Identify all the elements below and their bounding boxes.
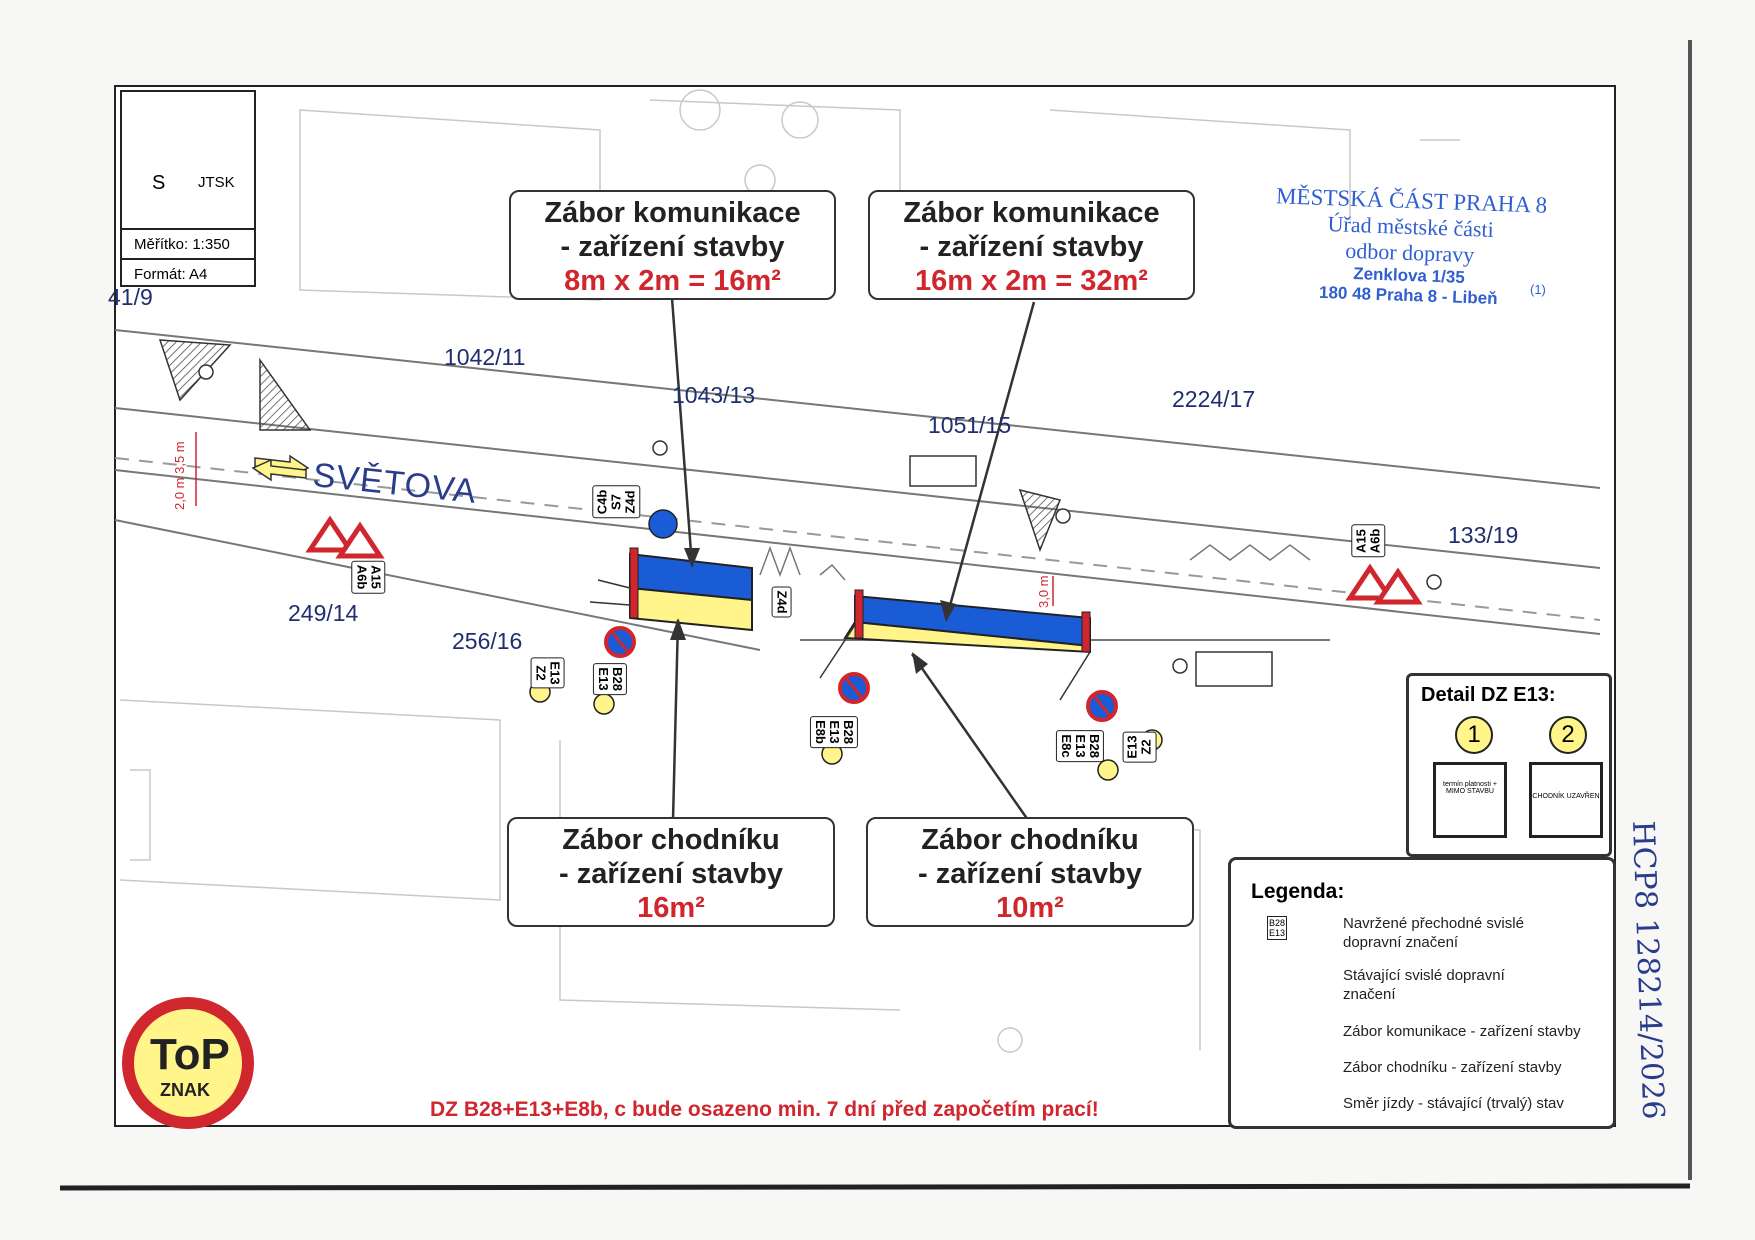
legend-item: Směr jízdy - stávající (trvalý) stav: [1343, 1095, 1564, 1112]
occupation-depth-label: 3,0 m: [1036, 575, 1051, 608]
street-name: SVĚTOVA: [311, 456, 479, 511]
stamp-line-2: Úřad městské části: [1327, 211, 1495, 242]
callout-title: Zábor chodníku: [562, 824, 780, 856]
detail-sign-1: termín platnosti + MIMO STAVBU: [1433, 762, 1507, 838]
parcel-label: 41/9: [108, 284, 153, 310]
callout-road-left: [509, 190, 836, 300]
compass-system: JTSK: [198, 174, 235, 191]
parcel-label: 133/19: [1448, 522, 1519, 548]
callout-subtitle: - zařízení stavby: [560, 231, 785, 263]
sign-tag-b28-center: B28 E13 E8b: [810, 716, 858, 748]
legend-item: Stávající svislé dopravní značení: [1343, 967, 1505, 1003]
detail-number-1: [1455, 716, 1493, 754]
detail-e13-panel: [1406, 673, 1612, 857]
stamp-line-1: MĚSTSKÁ ČÁST PRAHA 8: [1275, 183, 1548, 218]
sign-tag-c4b: C4b S7 Z4d: [592, 486, 640, 519]
parcel-label: 1043/13: [672, 382, 756, 408]
callout-value: 16m²: [637, 892, 705, 924]
callout-subtitle: - zařízení stavby: [919, 231, 1144, 263]
logo-sub: ZNAK: [160, 1080, 210, 1100]
detail-number-1-text: 1: [1467, 721, 1481, 748]
handwritten-reference: HCP8 128214/2026: [1625, 820, 1671, 1120]
callout-sidewalk-right: [866, 817, 1194, 927]
parcel-label: 1051/15: [928, 412, 1012, 438]
callout-value: 16m x 2m = 32m²: [915, 265, 1148, 297]
office-stamp: [1258, 183, 1562, 311]
callout-sidewalk-left: [507, 817, 835, 927]
stamp-line-5: 180 48 Praha 8 - Libeň: [1318, 282, 1498, 309]
callout-subtitle: - zařízení stavby: [558, 858, 784, 890]
sign-tag-e13-left: E13 Z2: [531, 657, 565, 688]
detail-title: Detail DZ E13:: [1421, 684, 1556, 706]
compass-north-letter: S: [152, 172, 166, 194]
callout-value: 8m x 2m = 16m²: [564, 265, 781, 297]
logo-text: ToP: [150, 1030, 230, 1079]
legend-item: Zábor komunikace - zařízení stavby: [1343, 1023, 1581, 1040]
legend-panel: [1228, 857, 1616, 1129]
sign-tag-a15-right: A15 A6b: [1351, 525, 1385, 558]
callout-title: Zábor chodníku: [921, 824, 1139, 856]
callout-road-right: [868, 190, 1195, 300]
legend-item: Navržené přechodné svislé dopravní značení: [1343, 915, 1524, 951]
callout-title: Zábor komunikace: [903, 197, 1160, 229]
callout-subtitle: - zařízení stavby: [917, 858, 1143, 890]
callout-value: 10m²: [996, 892, 1064, 924]
detail-number-2-text: 2: [1561, 721, 1575, 748]
legend-icon-label: B28 E13: [1269, 918, 1286, 938]
parcel-label: 2224/17: [1172, 386, 1256, 412]
sign-tag-z4d: Z4d: [772, 586, 792, 617]
legend-title: Legenda:: [1251, 880, 1345, 903]
lane-width-label: 2,0 m 3,5 m: [172, 441, 187, 510]
sign-tag-e13-right: E13 Z2: [1123, 731, 1157, 762]
detail-sign-2: CHODNÍK UZAVŘEN: [1529, 762, 1603, 838]
callout-title: Zábor komunikace: [544, 197, 801, 229]
parcel-label: 256/16: [452, 628, 523, 654]
parcel-label: 249/14: [288, 600, 359, 626]
stamp-mark: (1): [1530, 282, 1546, 297]
scale-label: Měřítko: 1:350: [122, 228, 254, 258]
format-label: Formát: A4: [122, 258, 254, 288]
sign-tag-b28-right: B28 E13 E8c: [1056, 730, 1104, 762]
sign-tag-a15-left: A15 A6b: [351, 561, 385, 594]
warning-note: DZ B28+E13+E8b, c bude osazeno min. 7 dní před započetím prací!: [430, 1098, 1099, 1121]
stamp-line-4: Zenklova 1/35: [1352, 264, 1466, 287]
stamp-line-3: odbor dopravy: [1344, 237, 1475, 268]
sign-tag-b28-left: B28 E13: [593, 663, 627, 695]
compass-panel: [120, 90, 256, 287]
parcel-label: 1042/11: [444, 344, 526, 370]
detail-number-2: [1549, 716, 1587, 754]
legend-item: Zábor chodníku - zařízení stavby: [1343, 1059, 1562, 1076]
